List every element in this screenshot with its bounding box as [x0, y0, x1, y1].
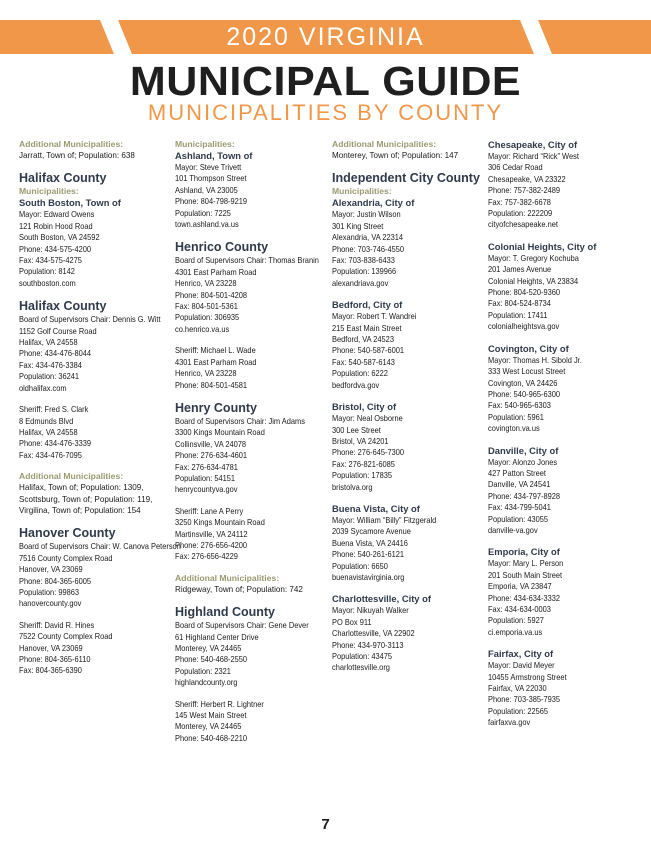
entry-line: 61 Highland Center Drive — [175, 632, 259, 642]
entry-line: Fairfax, VA 22030 — [488, 684, 547, 694]
entry-website[interactable]: charlottesville.org — [332, 663, 390, 673]
entry-line: Population: 43055 — [488, 514, 549, 524]
sheriff-lines — [175, 506, 325, 563]
entry-line: Board of Supervisors Chair: Gene Dever — [175, 621, 309, 631]
entry-line: 4301 East Parham Road — [175, 267, 257, 277]
entry-website[interactable]: hanovercounty.gov — [19, 599, 82, 609]
entry-line: 7516 County Complex Road — [19, 553, 113, 563]
entry-line: Collinsville, VA 24078 — [175, 439, 247, 449]
entry-line: Mayor: Edward Owens — [19, 210, 95, 220]
entry-line: 10455 Armstrong Street — [488, 672, 567, 682]
entry-line: South Boston, VA 24592 — [19, 233, 100, 243]
entry-line: Monterey, VA 24465 — [175, 644, 242, 653]
entry-line: Fax: 804-524-8734 — [488, 299, 551, 309]
county-heading: Halifax County — [19, 171, 107, 186]
entry-lines — [19, 541, 181, 609]
sheriff-lines — [19, 620, 169, 677]
entry-line: Phone: 540-468-2210 — [175, 733, 248, 743]
entry-line: Phone: 540-468-2550 — [175, 655, 248, 665]
entry-line: 145 West Main Street — [175, 711, 247, 721]
entry-line: 101 Thompson Street — [175, 174, 247, 184]
entry-line: 427 Patton Street — [488, 468, 546, 478]
entry-line: Phone: 434-797-8928 — [488, 491, 561, 501]
entry-line: Phone: 703-385-7935 — [488, 695, 561, 705]
entry-line: Mayor: Robert T. Wandrei — [332, 312, 417, 322]
entry-line: Mayor: David Meyer — [488, 661, 555, 671]
entry-line: Phone: 540-587-6001 — [332, 346, 405, 356]
municipality-name: Ashland, Town of — [175, 150, 253, 161]
entry-line: 201 South Main Street — [488, 570, 563, 580]
column-1 — [19, 139, 181, 677]
municipality-name: Alexandria, City of — [332, 197, 415, 209]
entry-line: Population: 17835 — [332, 471, 393, 481]
entry-line: 3250 Kings Mountain Road — [175, 518, 265, 528]
entry-line: Sheriff: Michael L. Wade — [175, 346, 256, 356]
municipality-list — [332, 197, 488, 673]
entry-line: 2039 Sycamore Avenue — [332, 527, 411, 537]
entry-lines — [175, 416, 325, 496]
entry-line: 4301 East Parham Road — [175, 357, 257, 367]
additional-municipalities-heading: Additional Municipalities: — [19, 471, 124, 482]
county-heading: Henrico County — [175, 240, 269, 255]
entry-line: 300 Lee Street — [332, 425, 381, 435]
entry-line: Population: 36241 — [19, 372, 80, 382]
municipality-name: Charlottesville, City of — [332, 593, 431, 605]
municipalities-heading: Municipalities: — [175, 139, 235, 149]
entry-lines — [175, 162, 325, 230]
entry-line: Ashland, VA 23005 — [175, 185, 238, 195]
municipality-name: Bristol, City of — [332, 401, 397, 413]
entry-line: Fax: 804-501-5361 — [175, 302, 238, 312]
entry-line: Sheriff: Herbert R. Lightner — [175, 699, 264, 709]
entry-line: Population: 6650 — [332, 561, 388, 571]
entry-website[interactable]: bristolva.org — [332, 482, 373, 492]
entry-line: Mayor: Steve Trivett — [175, 163, 242, 172]
sheriff-lines — [19, 404, 169, 461]
entry-line: Charlottesville, VA 22902 — [332, 629, 415, 639]
entry-line: 201 James Avenue — [488, 265, 552, 275]
entry-line: Bristol, VA 24201 — [332, 436, 389, 446]
entry-website[interactable]: danville-va.gov — [488, 525, 538, 535]
entry-line: Mayor: Justin Wilson — [332, 210, 401, 220]
county-heading: Hanover County — [19, 526, 116, 541]
entry-line: Phone: 276-656-4200 — [175, 540, 248, 550]
entry-website[interactable]: southboston.com — [19, 278, 76, 288]
entry-line: Mayor: Alonzo Jones — [488, 457, 558, 467]
entry-line: Population: 43475 — [332, 652, 393, 661]
entry-line: Population: 5927 — [488, 616, 544, 626]
entry-website[interactable]: fairfaxva.gov — [488, 718, 531, 728]
entry-website[interactable]: bedfordva.gov — [332, 380, 380, 390]
municipality-name: Colonial Heights, City of — [488, 240, 597, 252]
entry-line: Fax: 434-634-0003 — [488, 605, 551, 614]
entry-line: Henrico, VA 23228 — [175, 279, 237, 289]
entry-lines — [19, 209, 169, 289]
entry-website[interactable]: town.ashland.va.us — [175, 220, 239, 230]
entry-website[interactable]: co.henrico.va.us — [175, 324, 230, 334]
entry-line: Phone: 434-634-3332 — [488, 593, 561, 603]
column-3 — [332, 139, 488, 674]
column-4 — [488, 139, 638, 729]
entry-website[interactable]: alexandriava.gov — [332, 278, 389, 288]
entry-line: 121 Robin Hood Road — [19, 221, 93, 231]
entry-line: Fax: 540-587-6143 — [332, 357, 395, 367]
entry-line: Buena Vista, VA 24416 — [332, 538, 408, 548]
entry-line: 1152 Golf Course Road — [19, 326, 97, 336]
entry-website[interactable]: cityofchesapeake.net — [488, 220, 558, 230]
entry-line: Population: 54151 — [175, 473, 236, 483]
municipality-name: Emporia, City of — [488, 546, 560, 558]
entry-lines — [175, 255, 325, 335]
additional-municipalities-heading: Additional Municipalities: — [332, 139, 437, 149]
county-heading: Independent City County — [332, 171, 480, 186]
municipality-name: South Boston, Town of — [19, 197, 121, 209]
additional-municipalities-text: Monterey, Town of; Population: 147 — [332, 151, 459, 160]
banner-title: 2020 VIRGINIA — [226, 23, 425, 51]
municipality-name: Covington, City of — [488, 342, 569, 354]
entry-line: Phone: 276-645-7300 — [332, 448, 405, 458]
entry-line: 8 Edmunds Blvd — [19, 416, 74, 426]
entry-line: Mayor: Neal Osborne — [332, 414, 403, 424]
entry-line: Phone: 804-520-9360 — [488, 288, 561, 298]
municipality-list — [488, 139, 638, 729]
entry-line: Mayor: Mary L. Person — [488, 559, 564, 569]
entry-line: Phone: 540-261-6121 — [332, 550, 405, 560]
entry-line: 306 Cedar Road — [488, 163, 543, 173]
column-2 — [175, 139, 325, 744]
entry-line: Population: 5961 — [488, 412, 544, 422]
entry-line: Phone: 804-501-4208 — [175, 290, 248, 300]
entry-line: Population: 17411 — [488, 310, 548, 320]
municipality-name: Chesapeake, City of — [488, 139, 578, 150]
municipality-name: Buena Vista, City of — [332, 502, 420, 514]
entry-line: Fax: 434-799-5041 — [488, 503, 551, 513]
entry-line: Population: 6222 — [332, 369, 388, 379]
entry-line: Phone: 804-798-9219 — [175, 197, 248, 207]
municipality-name: Bedford, City of — [332, 299, 403, 311]
entry-line: PO Box 911 — [332, 617, 372, 627]
entry-line: 333 West Locust Street — [488, 367, 566, 377]
entry-line: Phone: 434-970-3113 — [332, 640, 404, 650]
entry-line: Fax: 434-575-4275 — [19, 256, 82, 266]
entry-line: Phone: 703-746-4550 — [332, 244, 405, 254]
entry-website[interactable]: highlandcounty.org — [175, 678, 238, 688]
additional-municipalities-text: Jarratt, Town of; Population: 638 — [19, 151, 135, 160]
entry-line: Board of Supervisors Chair: W. Canova Peterson — [19, 542, 181, 552]
entry-line: Phone: 434-476-8044 — [19, 349, 92, 359]
sheriff-lines — [175, 699, 325, 745]
entry-line: 3300 Kings Mountain Road — [175, 428, 265, 438]
entry-line: Mayor: Richard “Rick” West — [488, 152, 579, 161]
entry-website[interactable]: ci.emporia.va.us — [488, 627, 543, 637]
entry-line: Henrico, VA 23228 — [175, 369, 237, 379]
entry-line: Hanover, VA 23069 — [19, 643, 83, 653]
entry-line: Sheriff: David R. Hines — [19, 620, 95, 630]
municipalities-heading: Municipalities: — [19, 186, 79, 197]
entry-line: Population: 8142 — [19, 267, 75, 277]
entry-lines — [175, 620, 325, 688]
entry-line: Population: 22565 — [488, 706, 549, 716]
entry-line: Board of Supervisors Chair: Dennis G. Witt — [19, 315, 161, 325]
entry-line: Covington, VA 24426 — [488, 378, 558, 388]
entry-line: Colonial Heights, VA 23834 — [488, 276, 579, 286]
entry-line: Fax: 540-965-6303 — [488, 401, 551, 411]
entry-line: Population: 2321 — [175, 666, 231, 676]
entry-line: Hanover, VA 23069 — [19, 565, 83, 575]
entry-line: Fax: 703-838-6433 — [332, 256, 395, 266]
municipality-name: Danville, City of — [488, 444, 559, 456]
entry-line: Chesapeake, VA 23322 — [488, 174, 566, 184]
county-heading: Halifax County — [19, 299, 107, 314]
entry-line: Board of Supervisors Chair: Thomas Branin — [175, 256, 319, 266]
entry-line: Fax: 276-656-4229 — [175, 552, 238, 562]
entry-line: Phone: 540-965-6300 — [488, 389, 561, 399]
additional-municipalities-text: Ridgeway, Town of; Population: 742 — [175, 584, 303, 594]
entry-line: Population: 222209 — [488, 209, 553, 219]
entry-line: Martinsville, VA 24112 — [175, 529, 248, 539]
entry-line: 7522 County Complex Road — [19, 632, 113, 642]
entry-line: Fax: 276-634-4781 — [175, 462, 238, 472]
page-subtitle: MUNICIPALITIES BY COUNTY — [147, 100, 504, 125]
entry-line: Halifax, VA 24558 — [19, 427, 78, 437]
municipality-name: Fairfax, City of — [488, 648, 554, 660]
entry-line: Phone: 434-476-3339 — [19, 439, 92, 449]
entry-line: Phone: 757-382-2489 — [488, 186, 561, 196]
entry-website[interactable]: henrycountyva.gov — [175, 485, 238, 495]
entry-line: Sheriff: Lane A Perry — [175, 506, 244, 516]
additional-municipalities-heading: Additional Municipalities: — [19, 139, 124, 149]
entry-line: Emporia, VA 23847 — [488, 582, 552, 592]
entry-line: Population: 306935 — [175, 313, 240, 323]
entry-website[interactable]: oldhalifax.com — [19, 383, 67, 393]
entry-line: Phone: 804-501-4581 — [175, 380, 248, 390]
entry-line: Fax: 804-365-6390 — [19, 666, 82, 676]
entry-line: Fax: 276-821-6085 — [332, 459, 395, 469]
additional-municipalities-text: Halifax, Town of; Population: 1309, Scottsburg, Town of; Population: 119, Virgilina, Town of; Population: 154 — [19, 483, 153, 515]
entry-line: Board of Supervisors Chair: Jim Adams — [175, 416, 305, 426]
entry-line: Bedford, VA 24523 — [332, 335, 394, 345]
entry-line: Mayor: Thomas H. Sibold Jr. — [488, 355, 582, 365]
entry-line: Alexandria, VA 22314 — [332, 233, 404, 243]
entry-line: Fax: 757-382-6678 — [488, 197, 551, 207]
entry-line: Fax: 434-476-3384 — [19, 360, 82, 370]
page-title: MUNICIPAL GUIDE — [129, 58, 522, 104]
municipalities-heading: Municipalities: — [332, 186, 392, 197]
entry-line: Mayor: T. Gregory Kochuba — [488, 253, 579, 263]
county-heading: Highland County — [175, 605, 275, 620]
entry-line: Population: 99863 — [19, 587, 80, 597]
entry-website[interactable]: colonialheightsva.gov — [488, 322, 560, 332]
page-number: 7 — [321, 816, 330, 833]
entry-line: 301 King Street — [332, 221, 384, 231]
entry-website[interactable]: covington.va.us — [488, 424, 540, 434]
entry-line: Mayor: William “Billy” Fitzgerald — [332, 515, 437, 525]
entry-line: Danville, VA 24541 — [488, 480, 551, 490]
entry-line: 215 East Main Street — [332, 323, 402, 333]
entry-website[interactable]: buenavistavirginia.org — [332, 572, 405, 582]
entry-line: Phone: 276-634-4601 — [175, 451, 248, 461]
entry-line: Fax: 434-476-7095 — [19, 450, 82, 460]
additional-municipalities-heading: Additional Municipalities: — [175, 572, 280, 583]
entry-lines — [19, 314, 169, 394]
entry-line: Mayor: Nikuyah Walker — [332, 606, 409, 616]
entry-line: Phone: 434-575-4200 — [19, 244, 92, 254]
sheriff-lines — [175, 345, 325, 391]
entry-line: Phone: 804-365-6005 — [19, 576, 92, 586]
entry-line: Halifax, VA 24558 — [19, 338, 78, 348]
header-banner — [0, 20, 651, 54]
county-heading: Henry County — [175, 400, 257, 415]
entry-line: Population: 139966 — [332, 267, 397, 277]
entry-line: Sheriff: Fred S. Clark — [19, 405, 89, 415]
entry-line: Population: 7225 — [175, 208, 231, 218]
entry-line: Monterey, VA 24465 — [175, 722, 242, 732]
entry-line: Phone: 804-365-6110 — [19, 655, 91, 664]
